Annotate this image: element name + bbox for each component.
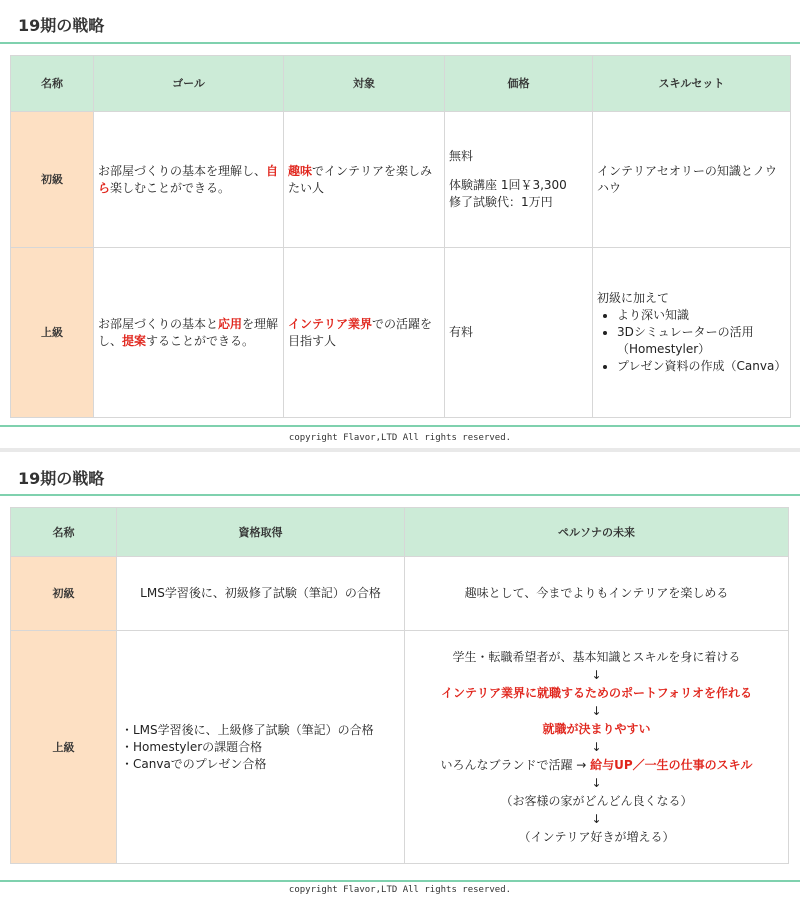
list-item: • より深い知識 [617,307,786,324]
goal-highlight: 自ら [98,163,279,195]
col-header-certification: 資格取得 [117,508,405,557]
strategy-table [10,55,791,418]
slide-title: 19期の戦略 [18,16,105,35]
goal-highlight: 応用 [218,316,243,331]
row-name-beginner: 初級 [11,557,117,631]
copyright-text: copyright Flavor,LTD All rights reserved. [288,885,512,895]
table-row [11,248,791,418]
col-header-persona-future: ペルソナの未来 [405,508,789,557]
price-trial: 体験講座 1回￥3,300 [449,178,567,192]
flow-step: 学生・転職希望者が、基本知識とスキルを身に着ける [452,650,741,664]
row-name-beginner: 初級 [11,112,94,248]
qualification-table [10,507,789,864]
table-row [11,557,789,631]
flow-step [409,756,784,774]
target-text: でインテリアを楽しみたい人 [288,163,433,195]
slide-1 [0,0,800,448]
goal-highlight: 提案 [122,333,147,348]
col-header-skillset: スキルセット [593,56,791,112]
flow-arrow: ↓ [591,704,602,718]
slide-title: 19期の戦略 [18,469,105,488]
flow-step: （インテリア好きが増える） [518,830,675,844]
target-cell [284,112,445,248]
cert-item: ・LMS学習後に、上級修了試験（筆記）の合格 [121,722,374,737]
cert-item: ・Homestylerの課題合格 [121,739,263,754]
flow-step: （お客様の家がどんどん良くなる） [500,794,693,808]
goal-text: 楽しむことができる。 [110,180,231,195]
col-header-goal: ゴール [94,56,284,112]
row-name-advanced: 上級 [11,631,117,864]
future-cell: 趣味として、今までよりもインテリアを楽しめる [405,557,789,631]
goal-cell [94,248,284,418]
goal-text: することができる。 [146,333,255,348]
footer-divider [0,425,800,427]
goal-text: を理解し、 [98,316,279,348]
flow-step-highlight: 給与UP／一生の仕事のスキル [590,758,753,772]
col-header-name: 名称 [11,508,117,557]
flow-step-text: いろんなブランドで活躍 → [440,758,591,772]
col-header-target: 対象 [284,56,445,112]
footer-divider [0,880,800,882]
target-text: での活躍を目指す人 [288,316,433,348]
skill-list [597,307,786,375]
title-divider [0,42,800,44]
goal-text: お部屋づくりの基本を理解し、 [98,163,267,178]
flow-step: インテリア業界に就職するためのポートフォリオを作れる [441,686,752,700]
target-cell [284,248,445,418]
price-exam: 修了試験代：1万円 [449,195,553,209]
flow-arrow: ↓ [591,668,602,682]
cert-cell [117,631,405,864]
flow-arrow: ↓ [591,740,602,754]
title-divider [0,494,800,496]
skill-cell [593,248,791,418]
target-highlight: 趣味 [288,163,313,178]
table-header-row [11,56,791,112]
flow-arrow: ↓ [591,776,602,790]
table-row [11,112,791,248]
flow-step: 就職が決まりやすい [542,722,651,736]
slide-2 [0,452,800,905]
table-header-row [11,508,789,557]
price-cell [445,112,593,248]
flow-arrow: ↓ [591,812,602,826]
skill-cell: インテリアセオリーの知識とノウハウ [593,112,791,248]
row-name-advanced: 上級 [11,248,94,418]
price-free: 無料 [449,149,474,163]
skill-intro: 初級に加えて [597,291,670,305]
list-item: • 3Dシミュレーターの活用（Homestyler） [617,324,786,358]
copyright-text: copyright Flavor,LTD All rights reserved. [288,433,512,443]
price-cell: 有料 [445,248,593,418]
table-row [11,631,789,864]
col-header-price: 価格 [445,56,593,112]
goal-cell [94,112,284,248]
cert-item: ・Canvaでのプレゼン合格 [121,756,267,771]
future-flow [405,631,789,864]
col-header-name: 名称 [11,56,94,112]
cert-cell: LMS学習後に、初級修了試験（筆記）の合格 [117,557,405,631]
goal-text: お部屋づくりの基本と [98,316,219,331]
target-highlight: インテリア業界 [288,316,373,331]
list-item: • プレゼン資料の作成（Canva） [617,358,786,375]
